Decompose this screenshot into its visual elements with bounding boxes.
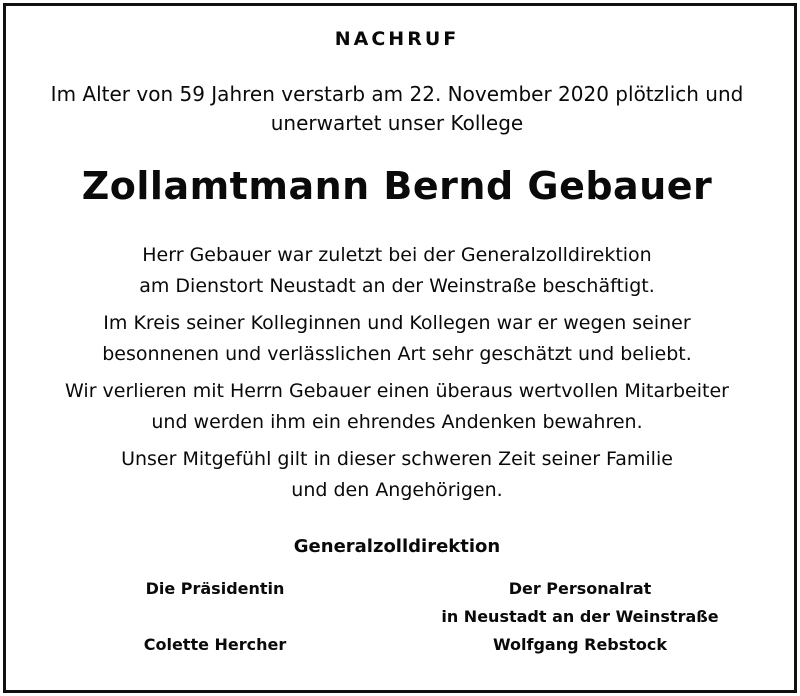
obituary-body <box>0 240 794 512</box>
intro-line-1: Im Alter von 59 Jahren verstarb am 22. November 2020 plötzlich und <box>50 82 744 106</box>
paragraph-line: und den Angehörigen. <box>291 479 503 501</box>
signatory-location: in Neustadt an der Weinstraße <box>441 607 719 626</box>
paragraph-4 <box>0 444 794 506</box>
paragraph-1 <box>0 240 794 302</box>
intro-line-2: unerwartet unser Kollege <box>270 111 524 135</box>
organization-name: Generalzolldirektion <box>293 536 501 557</box>
paragraph-2 <box>0 308 794 370</box>
signatory-name: Colette Hercher <box>143 635 287 654</box>
paragraph-line: Wir verlieren mit Herrn Gebauer einen überaus wertvollen Mitarbeiter <box>65 380 729 402</box>
signatory-staff-council <box>420 575 740 659</box>
paragraph-line: Herr Gebauer war zuletzt bei der Generalzolldirektion <box>142 244 652 266</box>
deceased-name: Zollamtmann Bernd Gebauer <box>81 164 713 208</box>
paragraph-line: besonnenen und verlässlichen Art sehr geschätzt und beliebt. <box>102 343 692 365</box>
signatory-role: Der Personalrat <box>508 579 652 598</box>
paragraph-line: am Dienstort Neustadt an der Weinstraße beschäftigt. <box>139 275 655 297</box>
notice-heading: NACHRUF <box>334 28 460 50</box>
intro-text <box>0 80 794 138</box>
paragraph-line: Unser Mitgefühl gilt in dieser schweren Zeit seiner Familie <box>121 448 673 470</box>
signatory-role: Die Präsidentin <box>145 579 285 598</box>
paragraph-line: und werden ihm ein ehrendes Andenken bewahren. <box>151 411 643 433</box>
paragraph-3 <box>0 376 794 438</box>
signatory-president <box>115 575 315 659</box>
paragraph-line: Im Kreis seiner Kolleginnen und Kollegen war er wegen seiner <box>103 312 691 334</box>
signatory-name: Wolfgang Rebstock <box>492 635 668 654</box>
